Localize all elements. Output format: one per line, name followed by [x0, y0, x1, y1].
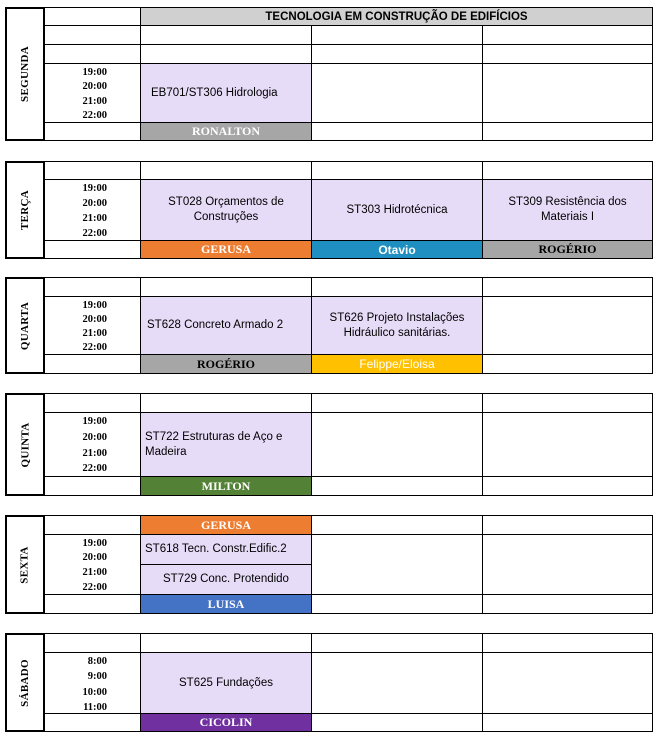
course-terca-3: ST309 Resistência dos Materiais I: [482, 179, 653, 241]
day-terca: TERÇA: [5, 161, 45, 259]
empty-cell: [482, 354, 653, 374]
empty-cell: [482, 122, 653, 141]
empty-cell: [311, 713, 483, 732]
time-label: 20:00: [82, 314, 107, 325]
time-label: 21:00: [82, 328, 107, 339]
empty-cell: [44, 25, 141, 45]
empty-cell: [482, 713, 653, 732]
day-quinta: QUINTA: [5, 393, 45, 496]
empty-cell: [44, 515, 141, 535]
course-segunda-1: EB701/ST306 Hidrologia: [140, 63, 312, 123]
time-label: 11:00: [83, 702, 107, 713]
day-sabado: SÁBADO: [5, 633, 45, 732]
empty-cell: [44, 44, 141, 64]
empty-cell: [311, 393, 483, 413]
teacher-sexta-top: GERUSA: [140, 515, 312, 535]
time-label: 20:00: [82, 81, 107, 92]
empty-cell: [44, 240, 141, 259]
empty-cell: [311, 633, 483, 653]
empty-cell: [482, 652, 653, 714]
time-label: 20:00: [82, 432, 107, 443]
empty-cell: [311, 515, 483, 535]
teacher-sabado-1: CICOLIN: [140, 713, 312, 732]
day-quarta: QUARTA: [5, 277, 45, 374]
course-quinta-1: ST722 Estruturas de Aço e Madeira: [140, 412, 312, 477]
time-label: 22:00: [82, 342, 107, 353]
time-label: 21:00: [82, 567, 107, 578]
time-label: 8:00: [87, 656, 107, 667]
course-sexta-1: ST618 Tecn. Constr.Edific.2: [140, 534, 312, 565]
empty-cell: [482, 534, 653, 595]
time-list: [44, 296, 141, 355]
empty-cell: [44, 161, 141, 180]
empty-cell: [482, 633, 653, 653]
header-blank-left: [44, 7, 141, 26]
empty-cell: [311, 412, 483, 477]
teacher-sexta-bottom: LUISA: [140, 594, 312, 614]
empty-cell: [311, 25, 483, 45]
teacher-terca-3: ROGÉRIO: [482, 240, 653, 259]
empty-cell: [311, 476, 483, 496]
empty-cell: [311, 652, 483, 714]
empty-cell: [311, 277, 483, 297]
empty-cell: [44, 476, 141, 496]
time-label: 9:00: [87, 671, 107, 682]
time-list: [44, 652, 141, 714]
course-quarta-2: ST626 Projeto Instalações Hidráulico sanitárias.: [311, 296, 483, 355]
course-terca-2: ST303 Hidrotécnica: [311, 179, 483, 241]
empty-cell: [311, 122, 483, 141]
empty-cell: [482, 412, 653, 477]
time-label: 19:00: [82, 183, 107, 194]
teacher-quarta-1: ROGÉRIO: [140, 354, 312, 374]
empty-cell: [482, 296, 653, 355]
time-label: 22:00: [82, 582, 107, 593]
course-terca-1: ST028 Orçamentos de Construções: [140, 179, 312, 241]
empty-cell: [44, 594, 141, 614]
time-label: 19:00: [82, 67, 107, 78]
empty-cell: [311, 63, 483, 123]
empty-cell: [482, 476, 653, 496]
empty-cell: [44, 633, 141, 653]
empty-cell: [311, 534, 483, 595]
teacher-terca-2: Otavio: [311, 240, 483, 259]
teacher-quinta-1: MILTON: [140, 476, 312, 496]
time-label: 20:00: [82, 198, 107, 209]
empty-cell: [311, 44, 483, 64]
empty-cell: [44, 713, 141, 732]
time-label: 21:00: [82, 213, 107, 224]
empty-cell: [482, 161, 653, 180]
empty-cell: [140, 25, 312, 45]
course-quarta-1: ST628 Concreto Armado 2: [140, 296, 312, 355]
time-label: 21:00: [82, 96, 107, 107]
time-label: 19:00: [82, 416, 107, 427]
empty-cell: [482, 63, 653, 123]
empty-cell: [44, 354, 141, 374]
teacher-segunda-1: RONALTON: [140, 122, 312, 141]
empty-cell: [140, 393, 312, 413]
time-label: 20:00: [82, 552, 107, 563]
empty-cell: [140, 633, 312, 653]
day-sexta: SEXTA: [5, 515, 45, 614]
time-label: 21:00: [82, 448, 107, 459]
time-label: 22:00: [82, 463, 107, 474]
empty-cell: [140, 277, 312, 297]
empty-cell: [482, 277, 653, 297]
time-label: 19:00: [82, 538, 107, 549]
teacher-terca-1: GERUSA: [140, 240, 312, 259]
empty-cell: [482, 594, 653, 614]
day-segunda: SEGUNDA: [5, 7, 45, 141]
time-label: 22:00: [82, 110, 107, 121]
empty-cell: [311, 594, 483, 614]
teacher-quarta-2: Felippe/Eloisa: [311, 354, 483, 374]
empty-cell: [44, 122, 141, 141]
empty-cell: [140, 161, 312, 180]
empty-cell: [482, 25, 653, 45]
course-sabado-1: ST625 Fundações: [140, 652, 312, 714]
time-label: 10:00: [82, 687, 107, 698]
empty-cell: [482, 393, 653, 413]
empty-cell: [482, 44, 653, 64]
time-list: [44, 179, 141, 241]
empty-cell: [44, 277, 141, 297]
time-list: [44, 534, 141, 595]
empty-cell: [482, 515, 653, 535]
time-label: 22:00: [82, 228, 107, 239]
table-title: TECNOLOGIA EM CONSTRUÇÃO DE EDIFÍCIOS: [140, 7, 653, 26]
course-sexta-2: ST729 Conc. Protendido: [140, 564, 312, 595]
time-label: 19:00: [82, 300, 107, 311]
empty-cell: [44, 393, 141, 413]
time-list: [44, 412, 141, 477]
time-list: [44, 63, 141, 123]
empty-cell: [311, 161, 483, 180]
